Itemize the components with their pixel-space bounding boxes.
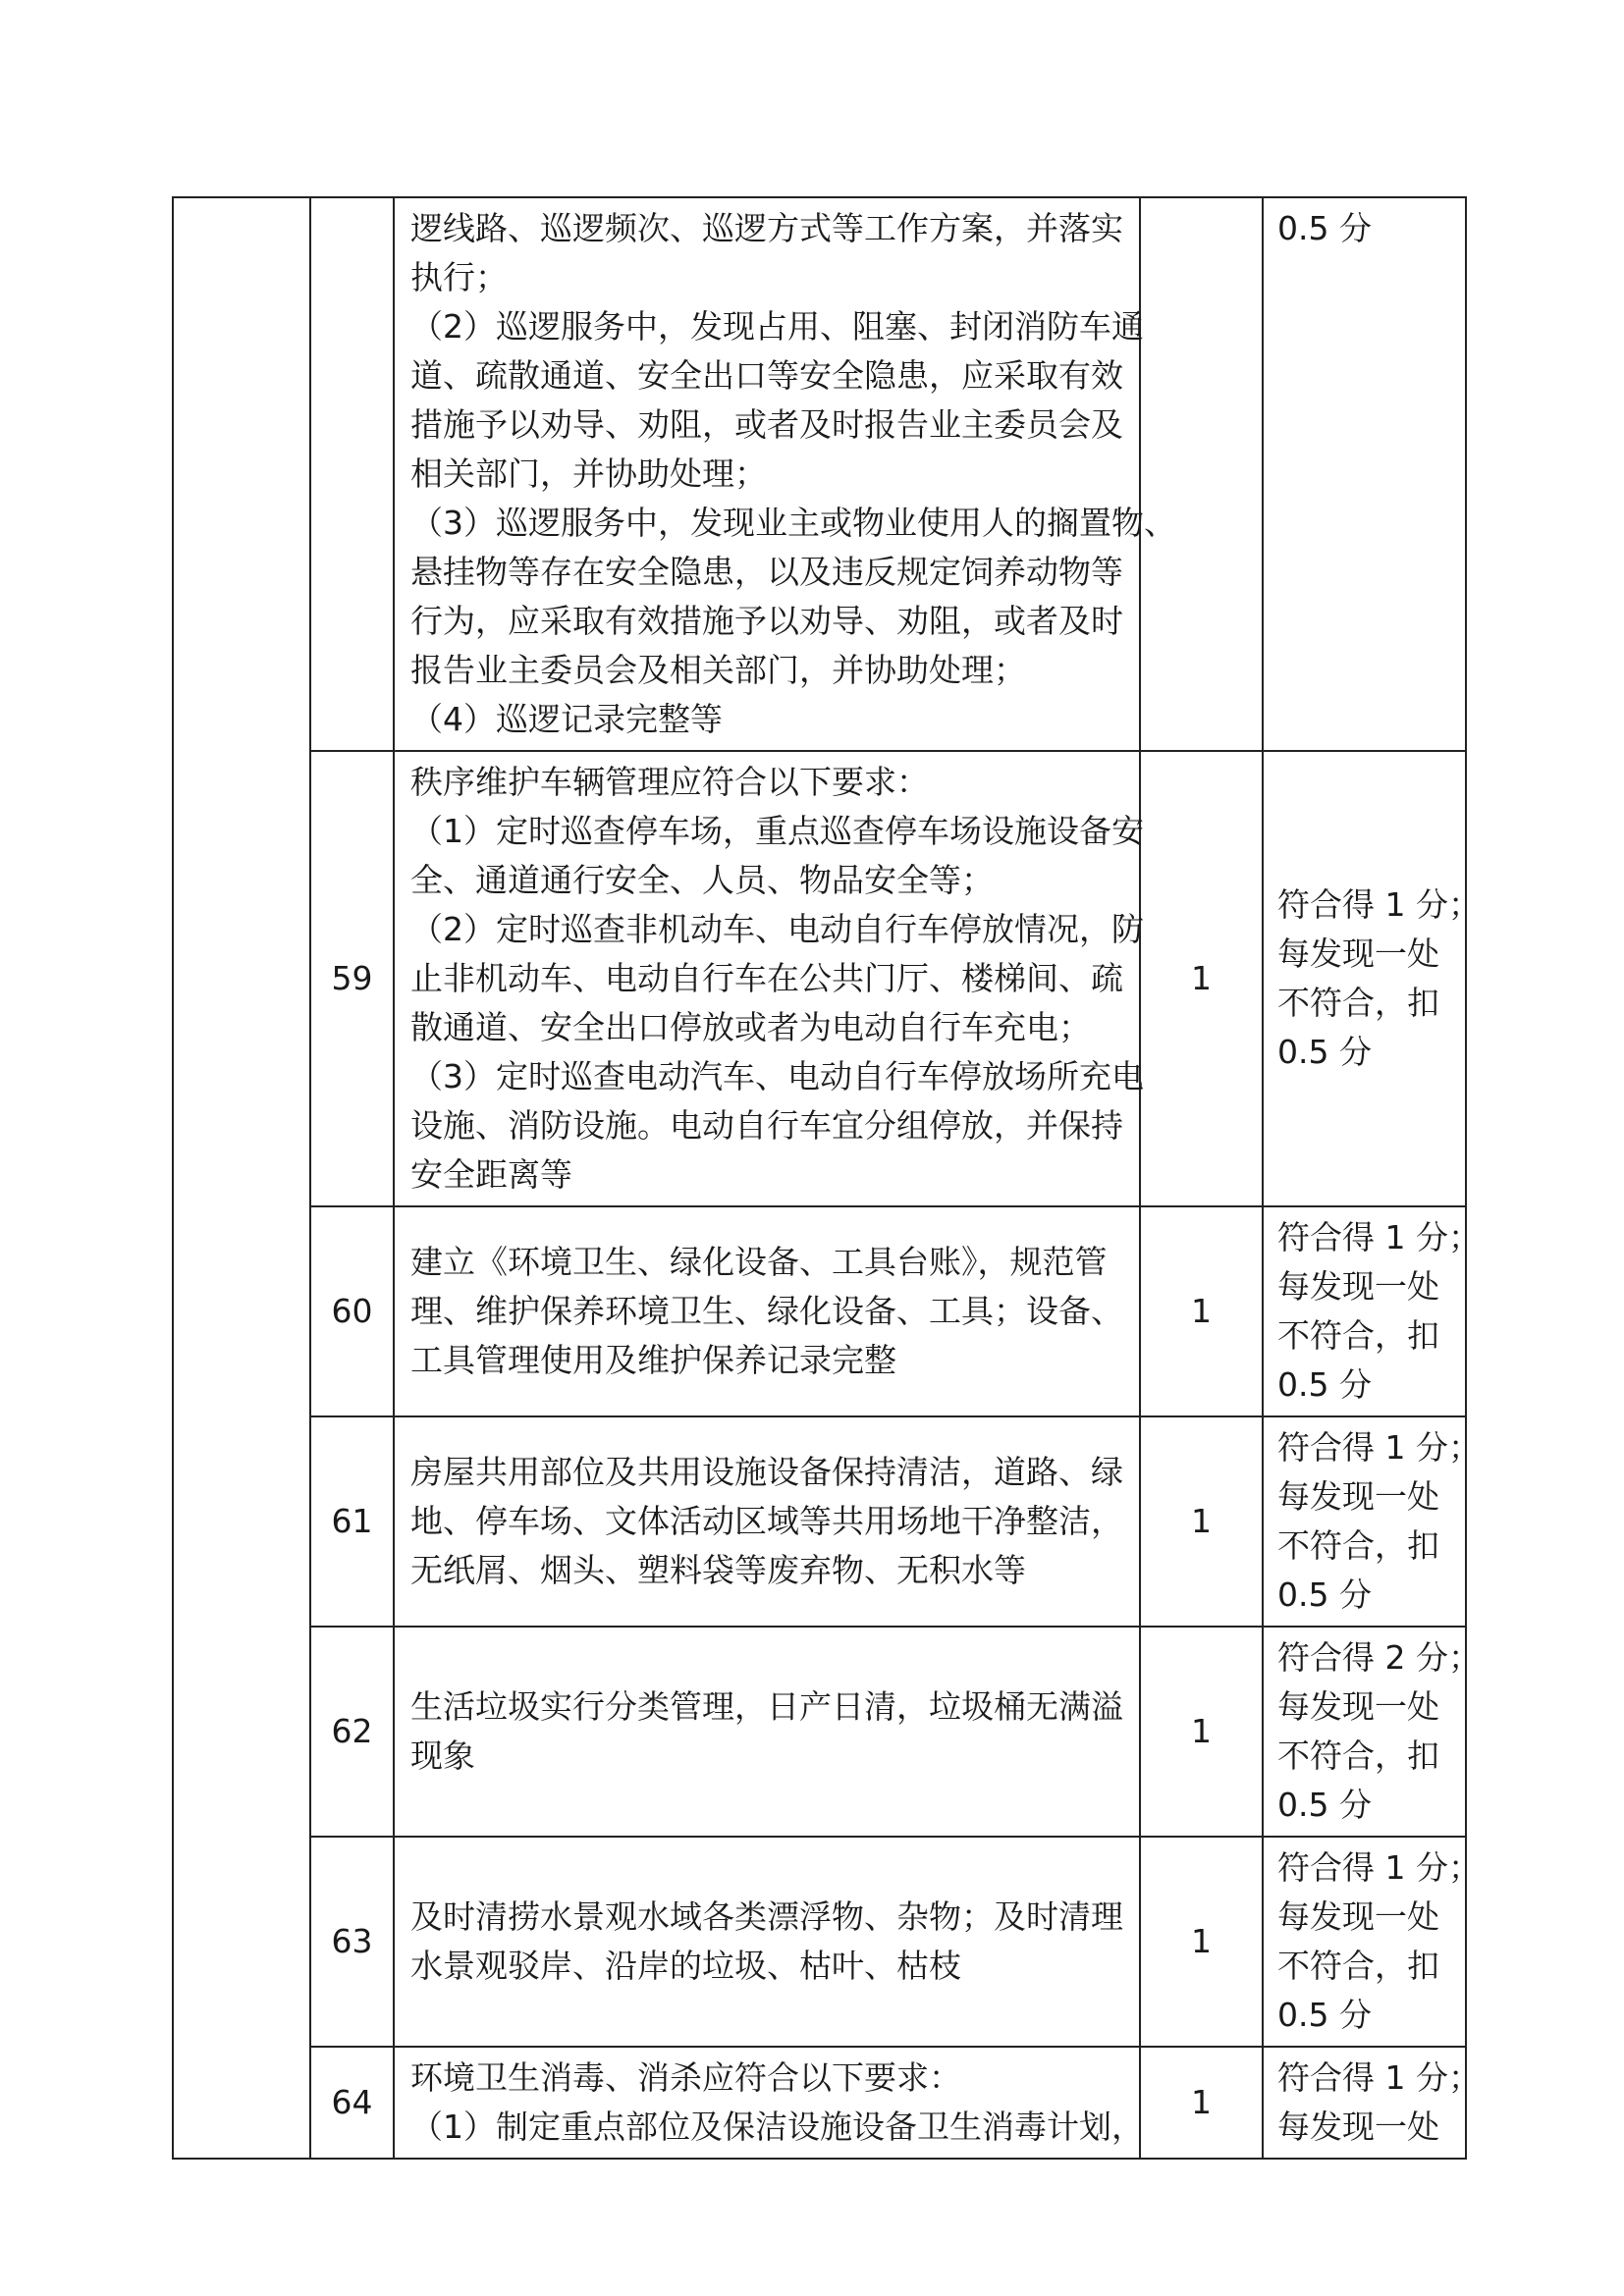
table-row <box>173 1206 1466 1416</box>
scoring-rule-line: 0.5 分 <box>1277 1996 1372 2034</box>
scoring-rule-line: 符合得 1 分； <box>1277 1218 1481 1256</box>
requirement-line: （2）定时巡查非机动车、电动自行车停放情况，防 <box>410 910 1144 948</box>
scoring-rule-cell <box>1263 1837 1481 2047</box>
scoring-rule-cell <box>1263 1627 1481 1837</box>
evaluation-table <box>172 196 1481 2160</box>
requirement-line: 生活垃圾实行分类管理，日产日清，垃圾桶无满溢 <box>410 1687 1123 1726</box>
requirement-cell <box>394 1837 1140 2047</box>
scoring-rule-cell <box>1263 1206 1481 1416</box>
requirement-line: （2）巡逻服务中，发现占用、阻塞、封闭消防车通 <box>410 307 1144 346</box>
item-number-cell: 60 <box>310 1206 394 1416</box>
scoring-rule-line: 0.5 分 <box>1277 1575 1372 1614</box>
requirement-line: 执行； <box>410 258 508 296</box>
scoring-rule-line: 不符合，扣 <box>1277 1316 1439 1355</box>
table-row <box>173 751 1466 1206</box>
requirement-line: 无纸屑、烟头、塑料袋等废弃物、无积水等 <box>410 1551 1026 1589</box>
table-row <box>173 1837 1466 2047</box>
item-number-cell: 61 <box>310 1416 394 1627</box>
score-cell: 1 <box>1140 2047 1263 2159</box>
requirement-cell <box>394 751 1144 1206</box>
scoring-rule-line: 每发现一处 <box>1277 1687 1439 1726</box>
scoring-rule-line: 0.5 分 <box>1277 1786 1372 1824</box>
scoring-rule-line: 不符合，扣 <box>1277 1947 1439 1985</box>
requirement-line: 悬挂物等存在安全隐患，以及违反规定饲养动物等 <box>410 553 1123 591</box>
requirement-line: 水景观驳岸、沿岸的垃圾、枯叶、枯枝 <box>410 1947 961 1985</box>
scoring-rule-line: 符合得 1 分； <box>1277 2058 1481 2097</box>
requirement-cell <box>394 1416 1140 1627</box>
table-body <box>173 197 1481 2159</box>
scoring-rule-line: 符合得 1 分； <box>1277 1848 1481 1887</box>
item-number-cell: 62 <box>310 1627 394 1837</box>
score-cell: 1 <box>1140 1416 1263 1627</box>
scoring-rule-line: 0.5 分 <box>1277 1365 1372 1404</box>
scoring-rule-line: 符合得 2 分； <box>1277 1638 1481 1677</box>
requirement-line: （3）巡逻服务中，发现业主或物业使用人的搁置物、 <box>410 504 1176 542</box>
requirement-line: 报告业主委员会及相关部门，并协助处理； <box>410 651 1026 689</box>
requirement-line: 措施予以劝导、劝阻，或者及时报告业主委员会及 <box>410 405 1123 444</box>
requirement-line: 秩序维护车辆管理应符合以下要求： <box>410 763 929 801</box>
item-number-cell <box>310 197 394 751</box>
scoring-rule-line: 每发现一处 <box>1277 1897 1439 1936</box>
scoring-rule-cell <box>1263 197 1466 751</box>
requirement-line: 环境卫生消毒、消杀应符合以下要求： <box>410 2058 961 2097</box>
score-cell <box>1140 197 1263 751</box>
requirement-line: 全、通道通行安全、人员、物品安全等； <box>410 861 994 899</box>
requirement-line: 工具管理使用及维护保养记录完整 <box>410 1341 896 1379</box>
scoring-rule-line: 不符合，扣 <box>1277 984 1439 1022</box>
scoring-rule-cell <box>1263 2047 1481 2159</box>
requirement-line: （4）巡逻记录完整等 <box>410 700 723 738</box>
requirement-line: 安全距离等 <box>410 1155 572 1194</box>
item-number-cell: 59 <box>310 751 394 1206</box>
scoring-rule-line: 每发现一处 <box>1277 2108 1439 2146</box>
scoring-rule-line: 0.5 分 <box>1277 1033 1372 1071</box>
item-number-cell: 64 <box>310 2047 394 2159</box>
requirement-line: 及时清捞水景观水域各类漂浮物、杂物；及时清理 <box>410 1897 1123 1936</box>
requirement-line: 理、维护保养环境卫生、绿化设备、工具；设备、 <box>410 1292 1123 1330</box>
scoring-rule-line: 符合得 1 分； <box>1277 885 1481 924</box>
scoring-rule-line: 每发现一处 <box>1277 1477 1439 1516</box>
table-row <box>173 197 1466 751</box>
score-cell: 1 <box>1140 1837 1263 2047</box>
scoring-rule-line: 每发现一处 <box>1277 1267 1439 1306</box>
requirement-line: 房屋共用部位及共用设施设备保持清洁，道路、绿 <box>410 1453 1123 1491</box>
requirement-cell <box>394 2047 1144 2159</box>
table-row <box>173 1627 1466 1837</box>
scoring-rule-line: 每发现一处 <box>1277 934 1439 973</box>
requirement-line: （1）制定重点部位及保洁设施设备卫生消毒计划， <box>410 2108 1144 2146</box>
requirement-line: （3）定时巡查电动汽车、电动自行车停放场所充电 <box>410 1057 1144 1095</box>
requirement-line: 现象 <box>410 1736 475 1775</box>
scoring-rule-line: 不符合，扣 <box>1277 1526 1439 1565</box>
table-row <box>173 1416 1466 1627</box>
requirement-line: 散通道、安全出口停放或者为电动自行车充电； <box>410 1008 1091 1046</box>
requirement-line: 地、停车场、文体活动区域等共用场地干净整洁， <box>410 1502 1123 1540</box>
requirement-line: 建立《环境卫生、绿化设备、工具台账》，规范管 <box>410 1243 1108 1281</box>
requirement-line: 逻线路、巡逻频次、巡逻方式等工作方案，并落实 <box>410 209 1123 247</box>
score-cell: 1 <box>1140 751 1263 1206</box>
requirement-line: （1）定时巡查停车场，重点巡查停车场设施设备安 <box>410 812 1144 850</box>
requirement-cell <box>394 1627 1140 1837</box>
category-cell <box>173 197 310 2159</box>
requirement-line: 设施、消防设施。电动自行车宜分组停放，并保持 <box>410 1106 1123 1145</box>
requirement-cell <box>394 1206 1140 1416</box>
scoring-rule-cell <box>1263 1416 1481 1627</box>
table-row <box>173 2047 1466 2159</box>
item-number-cell: 63 <box>310 1837 394 2047</box>
requirement-line: 相关部门，并协助处理； <box>410 454 767 493</box>
requirement-line: 止非机动车、电动自行车在公共门厅、楼梯间、疏 <box>410 959 1123 997</box>
requirement-line: 行为，应采取有效措施予以劝导、劝阻，或者及时 <box>410 602 1123 640</box>
scoring-rule-line: 不符合，扣 <box>1277 1736 1439 1775</box>
scoring-rule-line: 0.5 分 <box>1277 209 1372 247</box>
scoring-rule-cell <box>1263 751 1481 1206</box>
score-cell: 1 <box>1140 1627 1263 1837</box>
scoring-rule-line: 符合得 1 分； <box>1277 1428 1481 1467</box>
score-cell: 1 <box>1140 1206 1263 1416</box>
requirement-cell <box>394 197 1176 751</box>
requirement-line: 道、疏散通道、安全出口等安全隐患，应采取有效 <box>410 356 1123 395</box>
